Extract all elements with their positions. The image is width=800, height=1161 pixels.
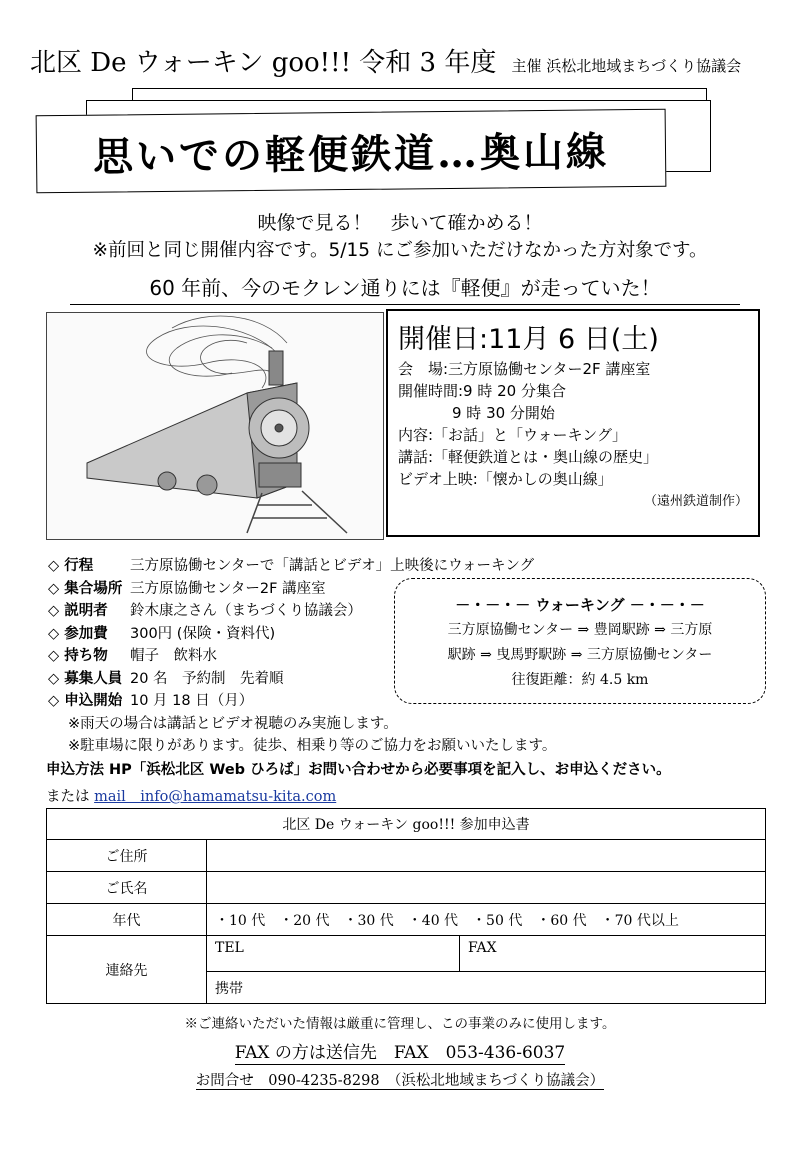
tel-label: TEL: [215, 940, 244, 956]
event-content: 内容:「お話」と「ウォーキング」: [398, 426, 628, 444]
tel-field[interactable]: [207, 936, 460, 972]
lead-line-1: 映像で見る！ 歩いて確かめる！: [257, 212, 543, 234]
mobile-field[interactable]: [207, 972, 766, 1004]
steam-train-icon: [47, 313, 383, 539]
privacy-note: ※ご連絡いただいた情報は厳重に管理し、この事業のみに使用します。: [184, 1016, 616, 1032]
walking-route-box: [394, 578, 766, 704]
detail-key: ◇ 行程: [48, 558, 94, 574]
fax-field[interactable]: [460, 936, 766, 972]
name-field[interactable]: [207, 872, 766, 904]
lead-line-2: ※前回と同じ開催内容です。5/15 にご参加いただけなかった方対象です。: [92, 240, 708, 261]
header-organizer: 主催 浜松北地域まちづくり協議会: [511, 57, 742, 75]
detail-key: ◇ 持ち物: [48, 648, 108, 664]
event-video-credit: （遠州鉄道制作）: [643, 494, 748, 509]
detail-value: 帽子 飲料水: [130, 648, 217, 664]
detail-value: 三方原協働センターで「講話とビデオ」上映後にウォーキング: [130, 558, 535, 574]
detail-key: ◇ 説明者: [48, 603, 108, 619]
detail-key: ◇ 集合場所: [48, 580, 123, 597]
event-video: ビデオ上映:「懐かしの奥山線」: [398, 470, 613, 488]
mobile-label: 携帯: [215, 980, 243, 997]
header-title: 北区 De ウォーキン goo!!! 令和 3 年度: [30, 48, 497, 78]
walking-route-1: 三方原協働センター ⇒ 豊岡駅跡 ⇒ 三方原: [447, 622, 713, 638]
name-label: ご氏名: [47, 872, 207, 904]
mail-line: [46, 785, 336, 806]
mail-link[interactable]: mail info@hamamatsu-kita.com: [94, 789, 337, 805]
contact-line: [0, 1069, 800, 1090]
lead-line-3: 60 年前、今のモクレン通りには『軽便』が走っていた！: [70, 272, 740, 305]
mail-prefix: または: [46, 789, 95, 805]
apply-method: 申込方法 HP「浜松北区 Web ひろば」お問い合わせから必要事項を記入し、お申込ください。: [46, 762, 671, 778]
detail-value: 三方原協働センター2F 講座室: [130, 580, 326, 597]
banner: [36, 109, 667, 194]
note-rain: ※雨天の場合は講話とビデオ視聴のみ実施します。: [68, 715, 398, 732]
walking-distance: 往復距離：約 4.5 km: [511, 672, 649, 688]
detail-value: 20 名 予約制 先着順: [130, 670, 284, 687]
event-date: 開催日:11月 6 日(土): [398, 324, 659, 355]
walking-title: －・－・－ ウォーキング －・－・－: [455, 596, 705, 614]
detail-key: ◇ 申込開始: [48, 693, 123, 709]
detail-value: 10 月 18 日（月）: [130, 693, 254, 709]
event-time-gather: 開催時間:9 時 20 分集合: [398, 382, 566, 400]
address-field[interactable]: [207, 840, 766, 872]
steam-train-sketch: [46, 312, 384, 540]
fax-line: [0, 1038, 800, 1063]
banner-title: 思いでの軽便鉄道…奥山線: [92, 128, 610, 181]
detail-key: ◇ 募集人員: [48, 670, 123, 687]
detail-value: 300円 (保険・資料代): [130, 625, 276, 642]
event-info-box: [386, 309, 760, 537]
detail-value: 鈴木康之さん（まちづくり協議会）: [130, 603, 362, 619]
event-talk: 講話:「軽便鉄道とは・奥山線の歴史」: [398, 448, 659, 466]
form-title: 北区 De ウォーキン goo!!! 参加申込書: [47, 809, 766, 840]
detail-key: ◇ 参加費: [48, 625, 108, 642]
application-form: [46, 808, 766, 1004]
fax-label: FAX: [468, 940, 497, 956]
note-parking: ※駐車場に限りがあります。徒歩、相乗り等のご協力をお願いいたします。: [68, 738, 557, 754]
address-label: ご住所: [47, 840, 207, 872]
contact-phone: お問合せ 090-4235-8298 （浜松北地域まちづくり協議会）: [195, 1073, 605, 1089]
event-time-start: 9 時 30 分開始: [452, 404, 555, 422]
age-label: 年代: [47, 904, 207, 936]
header: [30, 42, 741, 79]
age-options[interactable]: ・10 代 ・20 代 ・30 代 ・40 代 ・50 代 ・60 代 ・70 代以上: [207, 904, 766, 936]
event-venue: 会 場:三方原協働センター2F 講座室: [398, 360, 651, 378]
fax-number: FAX の方は送信先 FAX 053-436-6037: [234, 1043, 566, 1063]
walking-route-2: 駅跡 ⇒ 曳馬野駅跡 ⇒ 三方原協働センター: [447, 647, 713, 663]
detail-row-route: [48, 555, 556, 578]
contact-label: 連絡先: [47, 936, 207, 1004]
